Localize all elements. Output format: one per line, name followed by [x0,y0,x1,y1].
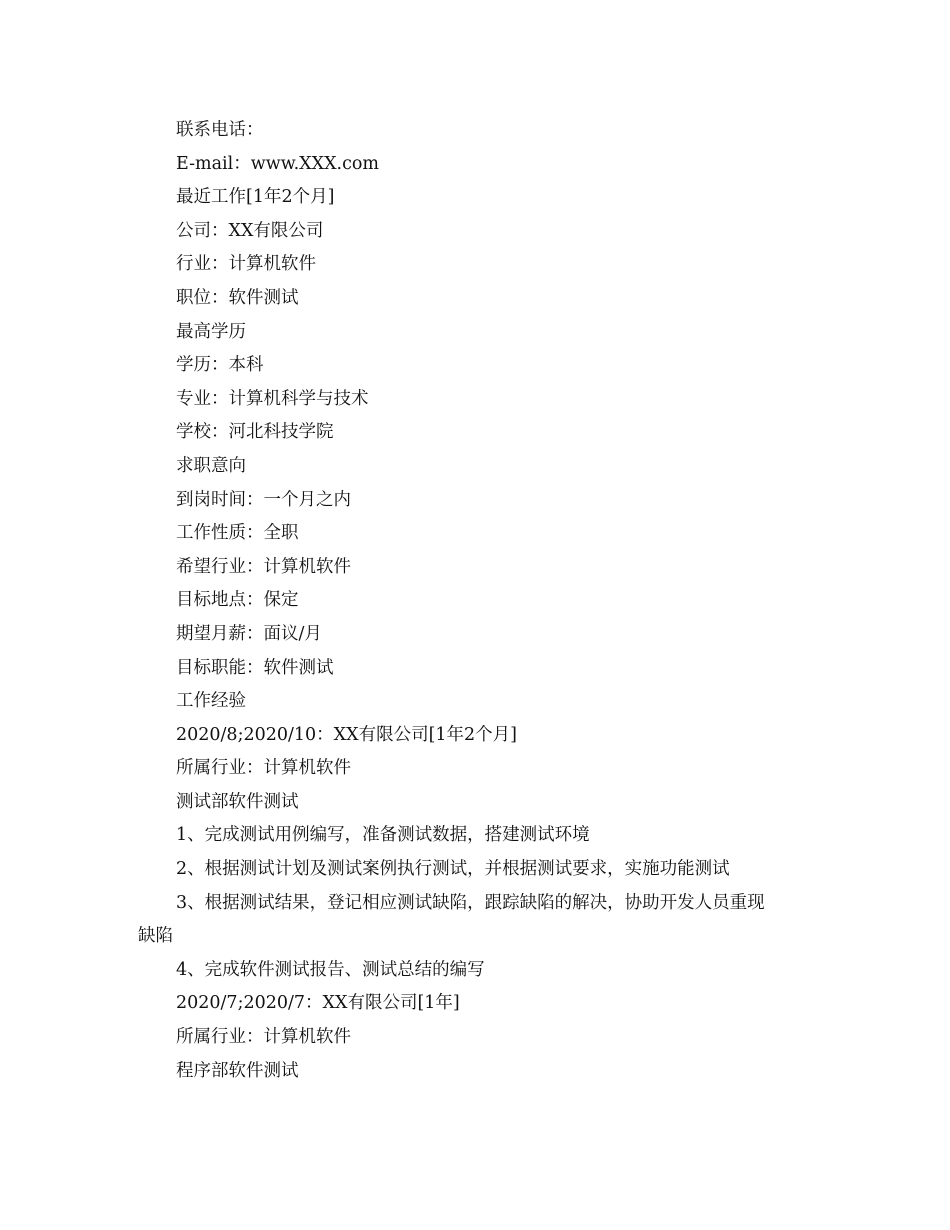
position-line: 职位：软件测试 [176,287,299,308]
degree-line: 学历：本科 [176,355,264,376]
job1-duty-2: 2、根据测试计划及测试案例执行测试，并根据测试要求，实施功能测试 [176,859,730,880]
expected-salary-line: 期望月薪：面议/月 [176,623,322,644]
major-line: 专业：计算机科学与技术 [176,388,369,409]
job1-period-line: 2020/8;2020/10：XX有限公司[1年2个月] [176,724,518,745]
job1-duty-1: 1、完成测试用例编写，准备测试数据，搭建测试环境 [176,825,590,846]
job2-period-line: 2020/7;2020/7：XX有限公司[1年] [176,993,460,1014]
desired-industry-line: 希望行业：计算机软件 [176,556,351,577]
start-time-line: 到岗时间：一个月之内 [176,489,351,510]
email-line: E-mail：www.XXX.com [176,153,380,174]
job-intention-heading: 求职意向 [176,455,246,476]
work-experience-heading: 工作经验 [176,691,246,712]
company-line: 公司：XX有限公司 [176,220,324,241]
target-location-line: 目标地点：保定 [176,590,299,611]
education-heading: 最高学历 [176,321,246,342]
target-function-line: 目标职能：软件测试 [176,657,334,678]
job1-duty-4: 4、完成软件测试报告、测试总结的编写 [176,959,485,980]
school-line: 学校：河北科技学院 [176,422,334,443]
job2-title-line: 程序部软件测试 [176,1060,299,1081]
job1-duty-3: 3、根据测试结果，登记相应测试缺陷，跟踪缺陷的解决，协助开发人员重现 [176,892,765,913]
job2-industry-line: 所属行业：计算机软件 [176,1027,351,1048]
job1-duty-3-continuation: 缺陷 [138,926,173,947]
job1-title-line: 测试部软件测试 [176,791,299,812]
job1-industry-line: 所属行业：计算机软件 [176,758,351,779]
contact-phone-label: 联系电话： [176,120,264,140]
industry-line: 行业：计算机软件 [176,254,316,275]
job-type-line: 工作性质：全职 [176,523,299,544]
resume-content [138,114,828,1088]
recent-work-heading: 最近工作[1年2个月] [176,187,335,208]
